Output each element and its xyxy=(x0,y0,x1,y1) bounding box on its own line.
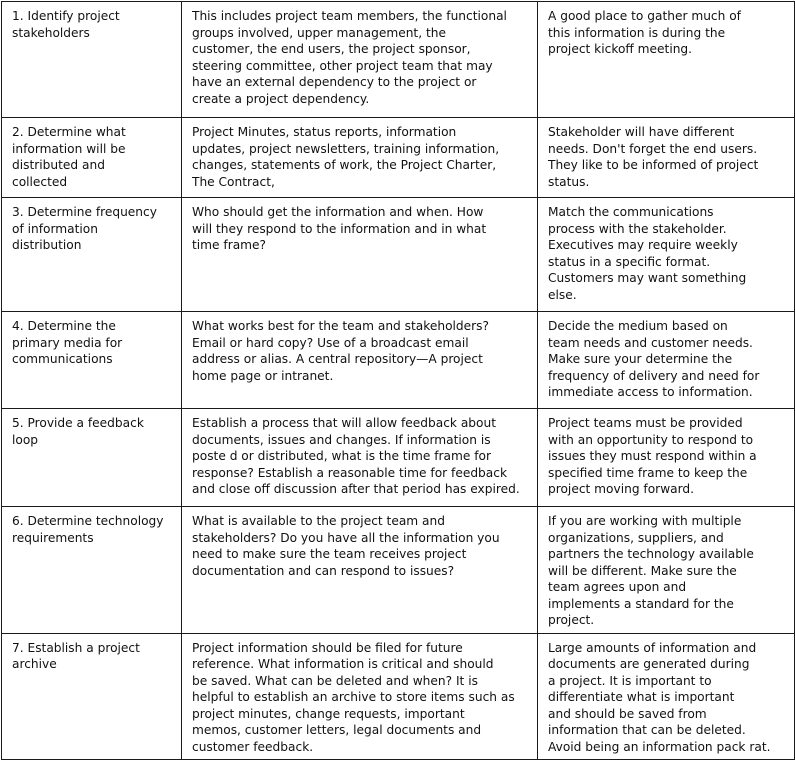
guidance-cell xyxy=(538,409,795,507)
description-cell xyxy=(182,312,538,409)
guidance-cell xyxy=(538,507,795,634)
table-row xyxy=(2,409,795,507)
step-cell xyxy=(2,312,182,409)
step-text: 1. Identify project stakeholders xyxy=(12,9,120,40)
step-cell xyxy=(2,2,182,118)
description-cell xyxy=(182,507,538,634)
description-cell xyxy=(182,633,538,760)
guidance-cell xyxy=(538,118,795,198)
step-text: 4. Determine the primary media for communications xyxy=(12,319,123,366)
step-cell xyxy=(2,633,182,760)
guidance-text: Match the communications process with the stakeholder. Executives may require weekly status in a specific format. Customers may want something else. xyxy=(548,205,747,302)
guidance-text: Large amounts of information and documents are generated during a project. It is important to differentiate what is important and should be saved from information that can be deleted. Avoid being an information pack rat. xyxy=(548,640,771,754)
step-cell xyxy=(2,507,182,634)
table-row xyxy=(2,633,795,760)
description-text: Who should get the information and when. How will they respond to the information and in what time frame? xyxy=(192,205,487,252)
table-row xyxy=(2,2,795,118)
guidance-cell xyxy=(538,2,795,118)
step-text: 3. Determine frequency of information distribution xyxy=(12,205,157,252)
guidance-text: Stakeholder will have different needs. Don't forget the end users. They like to be informed of project status. xyxy=(548,125,759,189)
description-text: What is available to the project team and stakeholders? Do you have all the information you need to make sure the team receives project documentation and can respond to issues? xyxy=(192,514,500,578)
guidance-text: Decide the medium based on team needs and customer needs. Make sure your determine the frequency of delivery and need for immediate access to information. xyxy=(548,319,760,399)
guidance-cell xyxy=(538,312,795,409)
step-cell xyxy=(2,198,182,312)
step-text: 7. Establish a project archive xyxy=(12,640,140,671)
guidance-cell xyxy=(538,198,795,312)
description-cell xyxy=(182,2,538,118)
table-row xyxy=(2,198,795,312)
table-row xyxy=(2,118,795,198)
step-cell xyxy=(2,409,182,507)
step-text: 2. Determine what information will be distributed and collected xyxy=(12,125,126,189)
description-cell xyxy=(182,409,538,507)
table-row xyxy=(2,507,795,634)
guidance-text: A good place to gather much of this information is during the project kickoff meeting. xyxy=(548,9,741,56)
description-cell xyxy=(182,198,538,312)
description-text: Establish a process that will allow feedback about documents, issues and changes. If information is poste d or distributed, what is the time frame for response? Establish a reasonable time for feedback and close off discussion after that period has expired. xyxy=(192,416,520,496)
guidance-text: If you are working with multiple organizations, suppliers, and partners the technology available will be different. Make sure the team agrees upon and implements a standard for the project. xyxy=(548,514,754,627)
step-cell xyxy=(2,118,182,198)
guidance-text: Project teams must be provided with an opportunity to respond to issues they must respond within a specified time frame to keep the project moving forward. xyxy=(548,416,757,496)
table-row xyxy=(2,312,795,409)
communications-planning-table xyxy=(1,1,795,760)
description-text: This includes project team members, the functional groups involved, upper management, the customer, the end users, the project sponsor, steering committee, other project team that may have an external dependency to the project or create a project dependency. xyxy=(192,9,507,106)
description-text: What works best for the team and stakeholders? Email or hard copy? Use of a broadcast email address or alias. A central repository—A project home page or intranet. xyxy=(192,319,489,383)
description-cell xyxy=(182,118,538,198)
description-text: Project Minutes, status reports, information updates, project newsletters, training information, changes, statements of work, the Project Charter, The Contract, xyxy=(192,125,500,189)
description-text: Project information should be filed for future reference. What information is critical and should be saved. What can be deleted and when? It is helpful to establish an archive to store items such as project minutes, change requests, important memos, customer letters, legal documents and customer feedback. xyxy=(192,640,515,754)
guidance-cell xyxy=(538,633,795,760)
step-text: 6. Determine technology requirements xyxy=(12,514,164,545)
step-text: 5. Provide a feedback loop xyxy=(12,416,144,447)
